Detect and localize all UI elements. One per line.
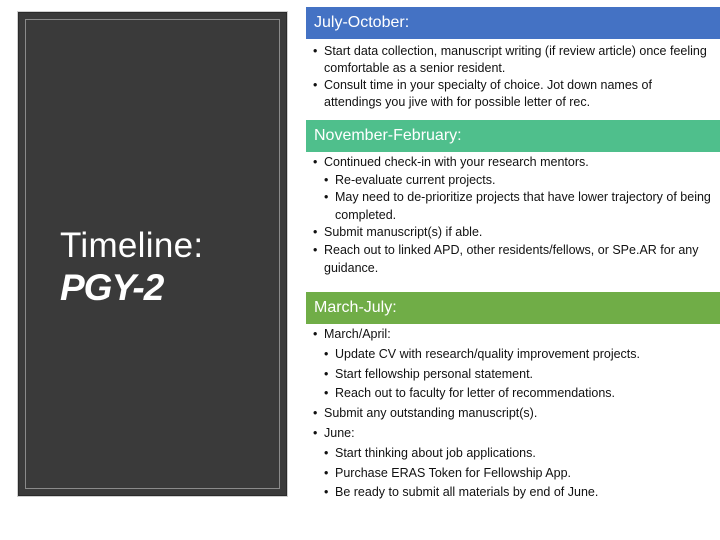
list-item: • Submit any outstanding manuscript(s).	[313, 404, 713, 424]
list-item: • Submit manuscript(s) if able.	[313, 224, 713, 242]
section-header-november-february: November-February:	[306, 120, 720, 152]
section-body-november-february	[313, 154, 713, 277]
list-item: • Start data collection, manuscript writing (if review article) once feeling comfortable as a senior resident.	[313, 43, 713, 77]
list-item: • Start fellowship personal statement.	[324, 365, 713, 385]
list-item: • Reach out to faculty for letter of recommendations.	[324, 384, 713, 404]
list-item: • June:	[313, 424, 713, 444]
list-item: • Reach out to linked APD, other residents/fellows, or SPe.AR for any guidance.	[313, 242, 713, 277]
list-item: • Re-evaluate current projects.	[324, 172, 713, 190]
list-item: • March/April:	[313, 325, 713, 345]
list-item: • Update CV with research/quality improvement projects.	[324, 345, 713, 365]
list-item: • Continued check-in with your research mentors.	[313, 154, 713, 172]
title-line-timeline: Timeline:	[60, 226, 204, 265]
list-item: • Be ready to submit all materials by end of June.	[324, 483, 713, 503]
list-item: • Start thinking about job applications.	[324, 444, 713, 464]
section-header-july-october: July-October:	[306, 7, 720, 39]
list-item: • May need to de-prioritize projects that have lower trajectory of being completed.	[324, 189, 713, 224]
slide-title	[60, 226, 203, 310]
section-body-march-july	[313, 325, 713, 503]
title-line-pgy: PGY-2	[60, 267, 164, 308]
section-body-july-october	[313, 43, 713, 111]
section-header-march-july: March-July:	[306, 292, 720, 324]
title-panel	[17, 11, 288, 497]
list-item: • Consult time in your specialty of choice. Jot down names of attendings you jive with for possible letter of rec.	[313, 77, 713, 111]
list-item: • Purchase ERAS Token for Fellowship App.	[324, 464, 713, 484]
